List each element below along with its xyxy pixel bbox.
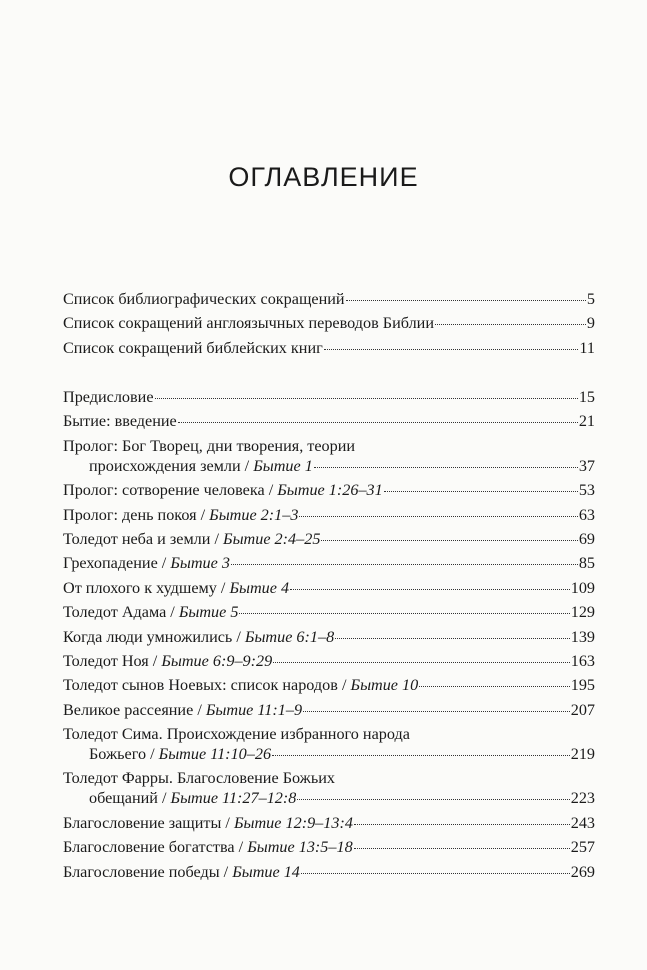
dot-leader xyxy=(301,873,570,874)
toc-entry-row xyxy=(63,651,595,671)
dot-leader xyxy=(346,300,586,301)
toc-entry-row xyxy=(63,744,595,764)
toc-entry-scripture-ref: Бытие 11:10–26 xyxy=(158,745,272,764)
toc-page-number: 69 xyxy=(578,529,595,548)
toc-entry-scripture-ref: Бытие 13:5–18 xyxy=(247,838,353,857)
toc-entry[interactable] xyxy=(63,505,595,525)
toc-entry[interactable] xyxy=(63,387,595,407)
toc-page-number: 15 xyxy=(578,388,595,406)
toc-entry[interactable] xyxy=(63,651,595,671)
toc-page-number: 53 xyxy=(578,481,595,500)
toc-entry[interactable] xyxy=(63,529,595,549)
toc-entry-title xyxy=(89,744,271,764)
dot-leader xyxy=(178,422,578,423)
toc-entry-text: От плохого к худшему / xyxy=(63,578,230,597)
toc-entry-title xyxy=(63,387,154,407)
toc-entry-text: Пролог: день покоя / xyxy=(63,505,210,524)
toc-group-abbreviations xyxy=(63,289,595,362)
toc-entry-row xyxy=(63,505,595,525)
toc-entry[interactable] xyxy=(63,480,595,500)
toc-entry-title-line: Толедот Фарры. Благословение Божьих xyxy=(63,769,336,788)
dot-leader xyxy=(155,398,578,399)
toc-entry-row xyxy=(63,578,595,598)
toc-entry-scripture-ref: Бытие 10 xyxy=(350,676,419,695)
dot-leader xyxy=(239,613,569,614)
toc-page-number: 195 xyxy=(570,676,595,695)
dot-leader xyxy=(290,589,570,590)
toc-entry-row xyxy=(63,602,595,622)
toc-entry-title xyxy=(63,862,300,882)
toc-entry-scripture-ref: Бытие 11:27–12:8 xyxy=(170,789,297,808)
toc-entry[interactable] xyxy=(63,578,595,598)
toc-entry-title xyxy=(63,675,418,695)
toc-entry-title-line: Толедот Сима. Происхождение избранного народа xyxy=(63,725,410,744)
toc-page-number: 109 xyxy=(570,578,595,597)
toc-entry-text: Толедот неба и земли / xyxy=(63,529,224,548)
dot-leader xyxy=(273,662,569,663)
toc-entry-text: Благословение победы / xyxy=(63,862,233,881)
toc-entry-title xyxy=(63,813,353,833)
toc-entry-row xyxy=(63,529,595,549)
toc-entry-scripture-ref: Бытие 6:1–8 xyxy=(244,627,335,646)
dot-leader xyxy=(303,711,570,712)
toc-page-number: 37 xyxy=(578,456,595,475)
toc-entry-scripture-ref: Бытие 3 xyxy=(170,554,230,573)
toc-entry-scripture-ref: Бытие 4 xyxy=(229,578,290,597)
dot-leader xyxy=(335,638,570,639)
toc-entry-text: Божьего / xyxy=(89,745,159,764)
toc-entry[interactable] xyxy=(63,675,595,695)
toc-entry-row xyxy=(63,480,595,500)
toc-entry-text: Бытие: введение xyxy=(63,412,177,431)
dot-leader xyxy=(231,564,578,565)
toc-page-number: 63 xyxy=(578,505,595,524)
toc-entry-title xyxy=(63,313,434,333)
toc-entry[interactable] xyxy=(63,724,595,764)
toc-entry-title xyxy=(63,411,177,431)
toc-entry-scripture-ref: Бытие 5 xyxy=(178,603,239,622)
toc-entry-row xyxy=(63,627,595,647)
toc-entry-title xyxy=(63,700,302,720)
toc-entry-title xyxy=(89,456,313,476)
toc-entry-row xyxy=(63,338,595,358)
toc-entry-text: Когда люди умножились / xyxy=(63,627,245,646)
toc-entry-title xyxy=(63,602,238,622)
toc-page-number: 257 xyxy=(570,838,595,857)
dot-leader xyxy=(419,686,569,687)
toc-page-number: 129 xyxy=(570,603,595,622)
dot-leader xyxy=(435,324,586,325)
dot-leader xyxy=(354,848,570,849)
dot-leader xyxy=(354,824,570,825)
toc-entry-title xyxy=(63,627,334,647)
toc-entry-text: Список сокращений англоязычных переводов Библии xyxy=(63,314,434,333)
toc-entry-row xyxy=(63,788,595,808)
toc-entry[interactable] xyxy=(63,289,595,309)
toc-page-number: 11 xyxy=(579,338,595,357)
dot-leader xyxy=(321,540,577,541)
toc-page-number: 219 xyxy=(570,745,595,764)
toc-entry-text: Список библиографических сокращений xyxy=(63,290,345,308)
toc-entry-title xyxy=(63,480,383,500)
toc-entry-text: Пролог: сотворение человека / xyxy=(63,481,278,500)
toc-page-number: 21 xyxy=(578,412,595,431)
toc-entry-row xyxy=(63,813,595,833)
toc-entry-title xyxy=(63,651,272,671)
toc-entry-title xyxy=(63,529,320,549)
toc-page-number: 223 xyxy=(570,789,595,808)
toc-entry-text: Толедот сынов Ноевых: список народов / xyxy=(63,676,351,695)
toc-entry-scripture-ref: Бытие 11:1–9 xyxy=(205,700,303,719)
toc-entry-title xyxy=(89,788,296,808)
toc-entry-text: Грехопадение / xyxy=(63,554,171,573)
toc-page-number: 9 xyxy=(586,314,595,333)
page-title: ОГЛАВЛЕНИЕ xyxy=(228,162,419,192)
toc-entry-title-line: Пролог: Бог Творец, дни творения, теории xyxy=(63,436,356,455)
dot-leader xyxy=(299,516,577,517)
toc-entry-text: Толедот Ноя / xyxy=(63,651,162,670)
toc-entry-row xyxy=(63,456,595,476)
toc-entry[interactable] xyxy=(63,436,595,476)
dot-leader xyxy=(324,349,579,350)
toc-entry[interactable] xyxy=(63,700,595,720)
toc-page-number: 207 xyxy=(570,700,595,719)
toc-entry-row xyxy=(63,862,595,882)
toc-page-number: 243 xyxy=(570,813,595,832)
toc-entry[interactable] xyxy=(63,553,595,573)
toc-entry-text: Список сокращений библейских книг xyxy=(63,338,323,357)
dot-leader xyxy=(384,491,578,492)
toc-entry-title xyxy=(63,505,298,525)
toc-entry-scripture-ref: Бытие 6:9–9:29 xyxy=(161,651,273,670)
toc-entry-scripture-ref: Бытие 14 xyxy=(232,862,300,881)
toc-entry-text: Толедот Адама / xyxy=(63,603,179,622)
toc-entry-row xyxy=(63,837,595,857)
toc-entry-row xyxy=(63,553,595,573)
toc-entry[interactable] xyxy=(63,411,595,431)
toc-page-number: 85 xyxy=(578,554,595,573)
toc-entry-title xyxy=(63,289,345,309)
toc-entry[interactable] xyxy=(63,837,595,857)
toc-entry[interactable] xyxy=(63,313,595,333)
toc-entry[interactable] xyxy=(63,338,595,358)
toc-entry[interactable] xyxy=(63,862,595,882)
dot-leader xyxy=(314,467,578,468)
toc-entry[interactable] xyxy=(63,813,595,833)
toc-entry[interactable] xyxy=(63,768,595,808)
toc-entry-row xyxy=(63,700,595,720)
toc-entry-text: Великое рассеяние / xyxy=(63,700,206,719)
toc-group-chapters xyxy=(63,387,595,886)
toc-entry-row xyxy=(63,675,595,695)
toc-page-number: 139 xyxy=(570,627,595,646)
toc-entry-scripture-ref: Бытие 1 xyxy=(253,456,313,475)
dot-leader xyxy=(297,799,569,800)
toc-entry-scripture-ref: Бытие 2:1–3 xyxy=(209,505,299,524)
toc-entry-text: Благословение защиты / xyxy=(63,813,234,832)
toc-page-number: 5 xyxy=(586,290,595,308)
toc-entry-title xyxy=(63,338,323,358)
dot-leader xyxy=(272,755,570,756)
toc-entry-scripture-ref: Бытие 12:9–13:4 xyxy=(233,813,353,832)
toc-entry[interactable] xyxy=(63,627,595,647)
toc-entry-text: Предисловие xyxy=(63,388,154,406)
toc-page-number: 163 xyxy=(570,651,595,670)
toc-entry-text: обещаний / xyxy=(89,789,171,808)
toc-entry-title xyxy=(63,837,353,857)
toc-entry[interactable] xyxy=(63,602,595,622)
toc-entry-row xyxy=(63,289,595,309)
toc-entry-scripture-ref: Бытие 1:26–31 xyxy=(277,481,383,500)
toc-entry-row xyxy=(63,313,595,333)
toc-entry-scripture-ref: Бытие 2:4–25 xyxy=(223,529,321,548)
toc-entry-row xyxy=(63,411,595,431)
toc-entry-text: Благословение богатства / xyxy=(63,838,248,857)
toc-entry-title xyxy=(63,553,230,573)
toc-entry-title xyxy=(63,578,289,598)
toc-entry-row xyxy=(63,387,595,407)
toc-entry-text: происхождения земли / xyxy=(89,456,254,475)
toc-page-number: 269 xyxy=(570,862,595,881)
